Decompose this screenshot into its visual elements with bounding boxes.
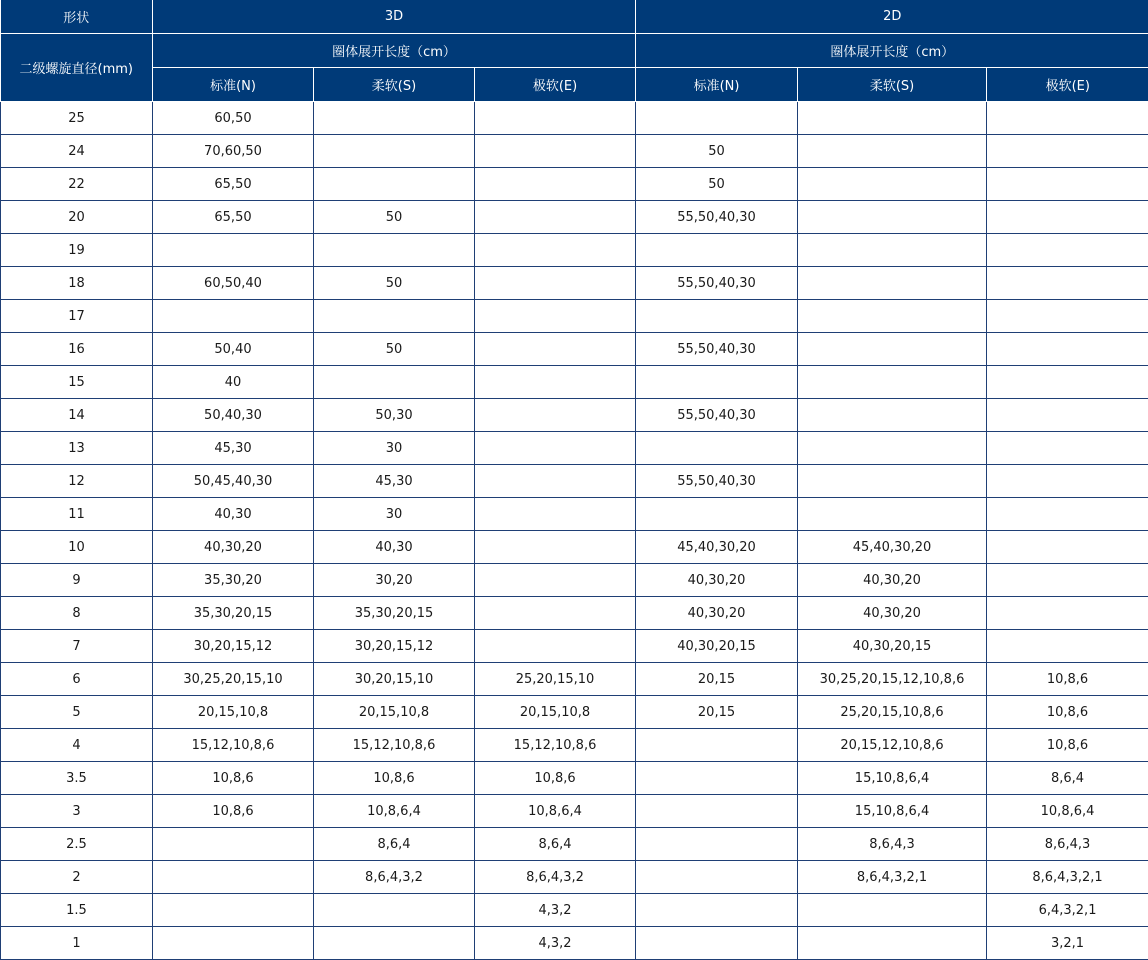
normal-3d-cell xyxy=(153,927,314,960)
normal-3d-cell: 70,60,50 xyxy=(153,135,314,168)
soft-2d-cell xyxy=(798,333,987,366)
extra-soft-3d-cell: 20,15,10,8 xyxy=(475,696,636,729)
table-row xyxy=(1,828,1148,861)
diameter-cell: 2.5 xyxy=(1,828,153,861)
soft-2d-cell: 45,40,30,20 xyxy=(798,531,987,564)
extra-soft-3d-cell: 8,6,4,3,2 xyxy=(475,861,636,894)
extra-soft-2d-cell: 10,8,6 xyxy=(987,729,1148,762)
soft-2d-cell: 15,10,8,6,4 xyxy=(798,762,987,795)
extra-soft-2d-cell: 8,6,4,3,2,1 xyxy=(987,861,1148,894)
normal-3d-cell: 20,15,10,8 xyxy=(153,696,314,729)
diameter-cell: 25 xyxy=(1,102,153,135)
soft-3d-cell: 8,6,4,3,2 xyxy=(314,861,475,894)
soft-3d-cell: 30,20,15,10 xyxy=(314,663,475,696)
extra-soft-2d-cell xyxy=(987,201,1148,234)
soft-3d-cell: 35,30,20,15 xyxy=(314,597,475,630)
table-body xyxy=(1,102,1148,960)
soft-2d-cell xyxy=(798,300,987,333)
diameter-cell: 12 xyxy=(1,465,153,498)
group-3d-header: 3D xyxy=(153,0,636,34)
table-row xyxy=(1,267,1148,300)
soft-3d-cell xyxy=(314,102,475,135)
soft-3d-cell: 50 xyxy=(314,333,475,366)
table-row xyxy=(1,531,1148,564)
normal-2d-cell xyxy=(636,432,798,465)
extra-soft-3d-cell xyxy=(475,432,636,465)
soft-2d-cell: 15,10,8,6,4 xyxy=(798,795,987,828)
table-row xyxy=(1,300,1148,333)
extra-soft-3d-cell xyxy=(475,102,636,135)
soft-2d-cell xyxy=(798,465,987,498)
extra-soft-3d-cell xyxy=(475,597,636,630)
normal-3d-cell: 45,30 xyxy=(153,432,314,465)
normal-3d-cell: 65,50 xyxy=(153,201,314,234)
soft-2d-cell xyxy=(798,399,987,432)
soft-2d-cell xyxy=(798,168,987,201)
normal-3d-cell xyxy=(153,894,314,927)
soft-3d-cell: 15,12,10,8,6 xyxy=(314,729,475,762)
normal-3d-cell: 30,20,15,12 xyxy=(153,630,314,663)
normal-2d-cell: 40,30,20 xyxy=(636,597,798,630)
soft-3d-cell: 30,20,15,12 xyxy=(314,630,475,663)
extra-soft-3d-cell xyxy=(475,366,636,399)
extra-soft-2d-cell xyxy=(987,564,1148,597)
normal-3d-cell xyxy=(153,300,314,333)
soft-3d-cell xyxy=(314,927,475,960)
soft-2d-cell xyxy=(798,102,987,135)
header-row-length xyxy=(1,34,1148,68)
normal-2d-cell xyxy=(636,762,798,795)
diameter-cell: 4 xyxy=(1,729,153,762)
normal-2d-cell: 50 xyxy=(636,168,798,201)
extra-soft-3d-cell xyxy=(475,333,636,366)
length-2d-header: 圈体展开长度（cm） xyxy=(636,34,1148,68)
diameter-cell: 1.5 xyxy=(1,894,153,927)
extra-soft-3d-cell: 10,8,6 xyxy=(475,762,636,795)
extra-soft-2d-cell xyxy=(987,630,1148,663)
extra-soft-2d-header: 极软(E) xyxy=(987,68,1148,102)
diameter-cell: 9 xyxy=(1,564,153,597)
header-row-shape xyxy=(1,0,1148,34)
table-row xyxy=(1,102,1148,135)
normal-3d-cell: 35,30,20 xyxy=(153,564,314,597)
soft-3d-cell: 10,8,6,4 xyxy=(314,795,475,828)
table-header xyxy=(1,0,1148,102)
group-2d-header: 2D xyxy=(636,0,1148,34)
soft-2d-cell: 8,6,4,3 xyxy=(798,828,987,861)
extra-soft-2d-cell: 10,8,6,4 xyxy=(987,795,1148,828)
table-row xyxy=(1,894,1148,927)
diameter-cell: 7 xyxy=(1,630,153,663)
extra-soft-2d-cell: 10,8,6 xyxy=(987,696,1148,729)
diameter-cell: 8 xyxy=(1,597,153,630)
normal-3d-cell xyxy=(153,234,314,267)
extra-soft-2d-cell xyxy=(987,102,1148,135)
soft-2d-cell xyxy=(798,366,987,399)
normal-3d-cell: 40 xyxy=(153,366,314,399)
diameter-cell: 19 xyxy=(1,234,153,267)
normal-3d-cell: 40,30,20 xyxy=(153,531,314,564)
extra-soft-3d-cell: 8,6,4 xyxy=(475,828,636,861)
soft-3d-cell: 50 xyxy=(314,201,475,234)
soft-3d-cell: 40,30 xyxy=(314,531,475,564)
table-row xyxy=(1,630,1148,663)
table-row xyxy=(1,795,1148,828)
soft-3d-cell xyxy=(314,168,475,201)
diameter-cell: 3 xyxy=(1,795,153,828)
length-3d-header: 圈体展开长度（cm） xyxy=(153,34,636,68)
normal-3d-header: 标准(N) xyxy=(153,68,314,102)
table-row xyxy=(1,366,1148,399)
soft-3d-header: 柔软(S) xyxy=(314,68,475,102)
normal-3d-cell: 50,45,40,30 xyxy=(153,465,314,498)
normal-3d-cell: 10,8,6 xyxy=(153,795,314,828)
normal-2d-cell xyxy=(636,729,798,762)
diameter-cell: 20 xyxy=(1,201,153,234)
extra-soft-2d-cell xyxy=(987,168,1148,201)
diameter-cell: 10 xyxy=(1,531,153,564)
diameter-cell: 13 xyxy=(1,432,153,465)
extra-soft-3d-cell xyxy=(475,630,636,663)
extra-soft-2d-cell xyxy=(987,498,1148,531)
normal-2d-cell xyxy=(636,498,798,531)
soft-2d-cell: 30,25,20,15,12,10,8,6 xyxy=(798,663,987,696)
diameter-cell: 3.5 xyxy=(1,762,153,795)
table-row xyxy=(1,168,1148,201)
table-row xyxy=(1,927,1148,960)
extra-soft-2d-cell xyxy=(987,234,1148,267)
normal-2d-cell xyxy=(636,927,798,960)
extra-soft-3d-cell xyxy=(475,234,636,267)
normal-2d-cell: 55,50,40,30 xyxy=(636,333,798,366)
soft-2d-cell xyxy=(798,201,987,234)
normal-2d-cell xyxy=(636,894,798,927)
soft-2d-cell: 40,30,20 xyxy=(798,597,987,630)
extra-soft-3d-cell xyxy=(475,300,636,333)
extra-soft-2d-cell: 8,6,4 xyxy=(987,762,1148,795)
soft-2d-cell: 40,30,20 xyxy=(798,564,987,597)
extra-soft-2d-cell: 10,8,6 xyxy=(987,663,1148,696)
extra-soft-3d-cell xyxy=(475,498,636,531)
extra-soft-3d-cell xyxy=(475,399,636,432)
soft-2d-cell xyxy=(798,498,987,531)
soft-3d-cell: 20,15,10,8 xyxy=(314,696,475,729)
soft-3d-cell: 10,8,6 xyxy=(314,762,475,795)
normal-2d-cell xyxy=(636,795,798,828)
extra-soft-3d-cell xyxy=(475,531,636,564)
table-row xyxy=(1,432,1148,465)
normal-2d-cell: 20,15 xyxy=(636,663,798,696)
extra-soft-3d-header: 极软(E) xyxy=(475,68,636,102)
table-row xyxy=(1,729,1148,762)
normal-3d-cell xyxy=(153,828,314,861)
table-row xyxy=(1,333,1148,366)
extra-soft-2d-cell: 3,2,1 xyxy=(987,927,1148,960)
diameter-cell: 14 xyxy=(1,399,153,432)
normal-3d-cell: 35,30,20,15 xyxy=(153,597,314,630)
extra-soft-2d-cell xyxy=(987,267,1148,300)
normal-2d-cell xyxy=(636,300,798,333)
normal-3d-cell: 50,40 xyxy=(153,333,314,366)
soft-2d-cell: 25,20,15,10,8,6 xyxy=(798,696,987,729)
extra-soft-2d-cell xyxy=(987,432,1148,465)
diameter-cell: 1 xyxy=(1,927,153,960)
extra-soft-3d-cell: 4,3,2 xyxy=(475,894,636,927)
soft-3d-cell: 45,30 xyxy=(314,465,475,498)
soft-2d-cell xyxy=(798,234,987,267)
normal-3d-cell: 50,40,30 xyxy=(153,399,314,432)
soft-2d-header: 柔软(S) xyxy=(798,68,987,102)
extra-soft-2d-cell xyxy=(987,399,1148,432)
extra-soft-2d-cell xyxy=(987,597,1148,630)
diameter-header: 二级螺旋直径(mm) xyxy=(1,34,153,102)
normal-2d-header: 标准(N) xyxy=(636,68,798,102)
extra-soft-2d-cell: 6,4,3,2,1 xyxy=(987,894,1148,927)
table-row xyxy=(1,564,1148,597)
table-row xyxy=(1,498,1148,531)
diameter-cell: 17 xyxy=(1,300,153,333)
extra-soft-3d-cell xyxy=(475,135,636,168)
soft-3d-cell xyxy=(314,894,475,927)
normal-2d-cell xyxy=(636,861,798,894)
extra-soft-2d-cell xyxy=(987,135,1148,168)
normal-3d-cell: 30,25,20,15,10 xyxy=(153,663,314,696)
shape-header: 形状 xyxy=(1,0,153,34)
extra-soft-3d-cell xyxy=(475,267,636,300)
table-row xyxy=(1,861,1148,894)
extra-soft-2d-cell xyxy=(987,333,1148,366)
normal-2d-cell: 55,50,40,30 xyxy=(636,267,798,300)
soft-3d-cell xyxy=(314,135,475,168)
soft-3d-cell xyxy=(314,366,475,399)
diameter-cell: 15 xyxy=(1,366,153,399)
soft-2d-cell xyxy=(798,267,987,300)
table-row xyxy=(1,762,1148,795)
extra-soft-2d-cell xyxy=(987,366,1148,399)
extra-soft-3d-cell xyxy=(475,564,636,597)
extra-soft-3d-cell xyxy=(475,201,636,234)
normal-2d-cell: 45,40,30,20 xyxy=(636,531,798,564)
diameter-cell: 16 xyxy=(1,333,153,366)
soft-2d-cell: 20,15,12,10,8,6 xyxy=(798,729,987,762)
soft-3d-cell xyxy=(314,234,475,267)
table-row xyxy=(1,135,1148,168)
soft-3d-cell: 50 xyxy=(314,267,475,300)
normal-3d-cell xyxy=(153,861,314,894)
soft-2d-cell: 8,6,4,3,2,1 xyxy=(798,861,987,894)
diameter-cell: 6 xyxy=(1,663,153,696)
soft-2d-cell xyxy=(798,927,987,960)
normal-2d-cell xyxy=(636,828,798,861)
table-row xyxy=(1,696,1148,729)
table-row xyxy=(1,663,1148,696)
soft-2d-cell xyxy=(798,135,987,168)
normal-2d-cell: 20,15 xyxy=(636,696,798,729)
table-row xyxy=(1,597,1148,630)
table-row xyxy=(1,234,1148,267)
soft-3d-cell: 30,20 xyxy=(314,564,475,597)
extra-soft-2d-cell xyxy=(987,465,1148,498)
normal-2d-cell xyxy=(636,102,798,135)
normal-2d-cell: 55,50,40,30 xyxy=(636,465,798,498)
extra-soft-3d-cell: 10,8,6,4 xyxy=(475,795,636,828)
diameter-cell: 5 xyxy=(1,696,153,729)
normal-3d-cell: 40,30 xyxy=(153,498,314,531)
extra-soft-2d-cell: 8,6,4,3 xyxy=(987,828,1148,861)
normal-2d-cell xyxy=(636,234,798,267)
soft-2d-cell xyxy=(798,894,987,927)
soft-3d-cell: 30 xyxy=(314,432,475,465)
soft-3d-cell: 50,30 xyxy=(314,399,475,432)
soft-3d-cell: 8,6,4 xyxy=(314,828,475,861)
extra-soft-2d-cell xyxy=(987,531,1148,564)
normal-3d-cell: 10,8,6 xyxy=(153,762,314,795)
table-row xyxy=(1,465,1148,498)
normal-3d-cell: 60,50,40 xyxy=(153,267,314,300)
soft-2d-cell: 40,30,20,15 xyxy=(798,630,987,663)
header-row-softness xyxy=(1,68,1148,102)
diameter-cell: 2 xyxy=(1,861,153,894)
diameter-cell: 24 xyxy=(1,135,153,168)
extra-soft-3d-cell xyxy=(475,168,636,201)
normal-2d-cell xyxy=(636,366,798,399)
table-row xyxy=(1,201,1148,234)
normal-2d-cell: 55,50,40,30 xyxy=(636,399,798,432)
soft-2d-cell xyxy=(798,432,987,465)
extra-soft-3d-cell xyxy=(475,465,636,498)
normal-2d-cell: 40,30,20,15 xyxy=(636,630,798,663)
extra-soft-3d-cell: 25,20,15,10 xyxy=(475,663,636,696)
soft-3d-cell: 30 xyxy=(314,498,475,531)
diameter-cell: 11 xyxy=(1,498,153,531)
diameter-cell: 18 xyxy=(1,267,153,300)
extra-soft-3d-cell: 4,3,2 xyxy=(475,927,636,960)
table-row xyxy=(1,399,1148,432)
normal-2d-cell: 50 xyxy=(636,135,798,168)
normal-3d-cell: 15,12,10,8,6 xyxy=(153,729,314,762)
diameter-cell: 22 xyxy=(1,168,153,201)
normal-2d-cell: 40,30,20 xyxy=(636,564,798,597)
extra-soft-2d-cell xyxy=(987,300,1148,333)
normal-3d-cell: 60,50 xyxy=(153,102,314,135)
extra-soft-3d-cell: 15,12,10,8,6 xyxy=(475,729,636,762)
normal-3d-cell: 65,50 xyxy=(153,168,314,201)
soft-3d-cell xyxy=(314,300,475,333)
normal-2d-cell: 55,50,40,30 xyxy=(636,201,798,234)
